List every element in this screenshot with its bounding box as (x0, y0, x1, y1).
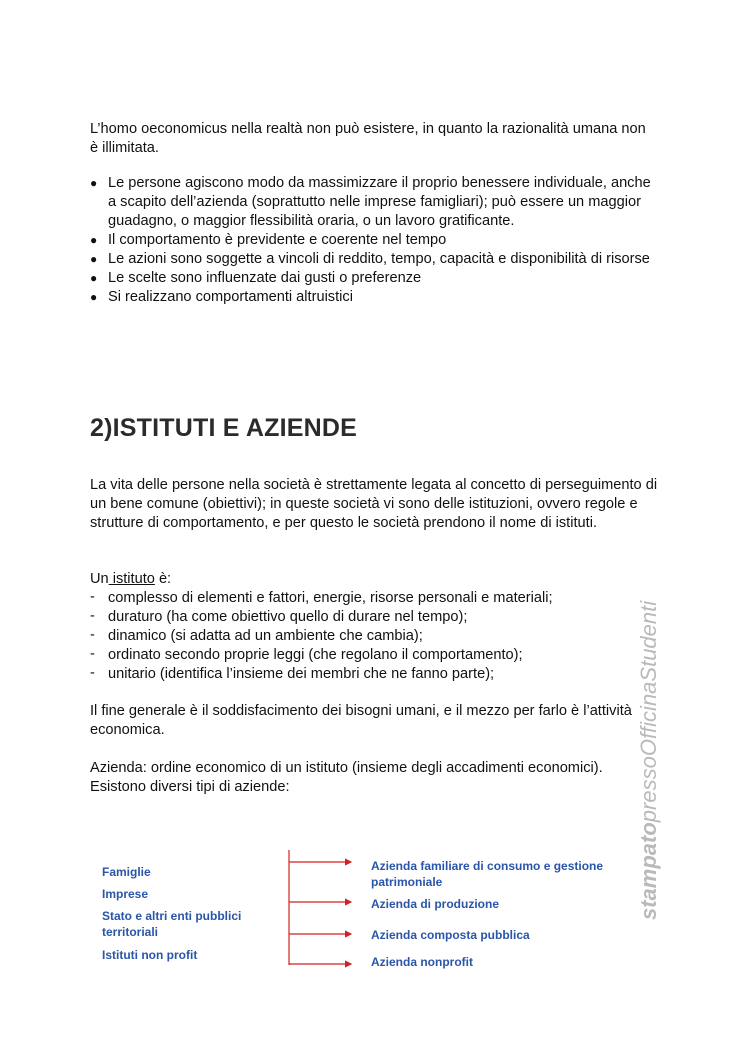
istituto-term: istituto (108, 571, 155, 587)
diagram-left-item: Stato e altri enti pubblici territoriali (102, 909, 242, 939)
section-paragraph-2: Il fine generale è il soddisfacimento dei bisogni umani, e il mezzo per farlo è l’attività economica. (90, 703, 632, 738)
section-paragraph-1: La vita delle persone nella società è strettamente legata al concetto di perseguimento di un bene comune (obiettivi); in queste società vi sono delle istituzioni, ovvero regole e strutture di comportamento, e per questo le società prendono il nome di istituti. (90, 477, 658, 531)
list-item: - unitario (identifica l’insieme dei membri che ne fanno parte); (90, 665, 553, 684)
diagram-arrows (285, 848, 357, 970)
list-item: - ordinato secondo proprie leggi (che regolano il comportamento); (90, 646, 553, 665)
list-item: ● Le scelte sono influenzate dai gusti o preferenze (90, 269, 660, 288)
diagram-left-item: Imprese (102, 887, 149, 901)
list-item: - dinamico (si adatta ad un ambiente che cambia); (90, 627, 553, 646)
intro-bullet-list (90, 174, 660, 307)
list-item: ● Il comportamento è previdente e coerente nel tempo (90, 231, 660, 250)
list-item: ● Si realizzano comportamenti altruistici (90, 288, 660, 307)
list-item: - complesso di elementi e fattori, energie, risorse personali e materiali; (90, 589, 553, 608)
diagram-right-item: Azienda nonprofit (371, 955, 473, 969)
istituto-characteristics-list (90, 589, 553, 684)
diagram-right-item: Azienda familiare di consumo e gestione patrimoniale (371, 859, 604, 889)
istituto-intro-suffix: è: (154, 571, 172, 587)
diagram-right-item: Azienda composta pubblica (371, 928, 530, 942)
diagram-left-item: Istituti non profit (102, 948, 198, 962)
list-item: - duraturo (ha come obiettivo quello di durare nel tempo); (90, 608, 553, 627)
list-item: ● Le persone agiscono modo da massimizzare il proprio benessere individuale, anche a scapito dell’azienda (soprattutto nelle imprese famigliari); può essere un maggior guadagno, o maggior flessibilità oraria, o un lavoro gratificante. (90, 174, 660, 231)
section-paragraph-3: Azienda: ordine economico di un istituto (insieme degli accadimenti economici). Esistono diversi tipi di aziende: (90, 760, 603, 795)
section-title: 2)ISTITUTI E AZIENDE (90, 414, 357, 442)
intro-paragraph: L’homo oeconomicus nella realtà non può esistere, in quanto la razionalità umana non è illimitata. (90, 121, 646, 156)
diagram-right-item: Azienda di produzione (371, 897, 499, 911)
watermark-bold: stampato (636, 822, 661, 920)
istituto-intro-prefix: Un (90, 571, 109, 587)
watermark (636, 601, 662, 920)
list-item: ● Le azioni sono soggette a vincoli di reddito, tempo, capacità e disponibilità di risorse (90, 250, 660, 269)
watermark-rest: pressoOfficinaStudenti (636, 600, 661, 823)
istituto-intro (90, 570, 171, 589)
diagram-left-item: Famiglie (102, 865, 151, 879)
